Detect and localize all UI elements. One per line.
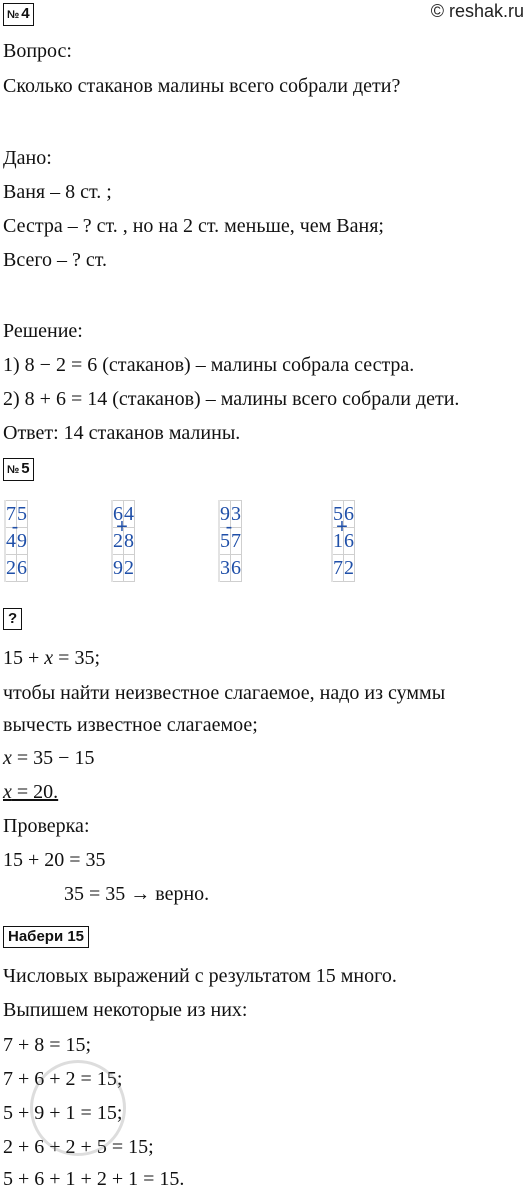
plus-sign: +: [336, 516, 348, 538]
task-15-badge: Набери 15: [3, 926, 89, 948]
equation-1: 15 + x = 35;: [3, 647, 101, 669]
expression: 7 + 6 + 2 = 15;: [3, 1068, 123, 1090]
given-line: Сестра – ? ст. , но на 2 ст. меньше, чем Ваня;: [3, 215, 384, 237]
task-question-badge: ?: [3, 608, 22, 630]
watermark-circle-icon: [30, 1060, 126, 1156]
given-label: Дано:: [3, 147, 52, 169]
equation-3: x = 20.: [3, 781, 59, 803]
solution-step: 2) 8 + 6 = 14 (стаканов) – малины всего собрали дети.: [3, 388, 460, 410]
minus-sign: -: [11, 516, 19, 538]
rule-line-1: чтобы найти неизвестное слагаемое, надо из суммы: [3, 682, 446, 704]
task-4-badge: № 4: [3, 3, 34, 26]
site-watermark: © reshak.ru: [430, 1, 524, 21]
equation-2: x = 35 − 15: [3, 747, 95, 769]
expression: 7 + 8 = 15;: [3, 1034, 92, 1056]
expression: 2 + 6 + 2 + 5 = 15;: [3, 1136, 154, 1158]
expression: 5 + 9 + 1 = 15;: [3, 1102, 123, 1124]
answer-text: Ответ: 14 стаканов малины.: [3, 422, 241, 444]
check-line-2: 35 = 35 → верно.: [64, 883, 210, 905]
expression: 5 + 6 + 1 + 2 + 1 = 15.: [3, 1168, 185, 1190]
minus-sign: -: [225, 516, 233, 538]
given-line: Всего – ? ст.: [3, 249, 108, 271]
plus-sign: +: [116, 516, 128, 538]
check-line-1: 15 + 20 = 35: [3, 849, 106, 871]
intro-line-1: Числовых выражений с результатом 15 много.: [3, 965, 397, 987]
check-label: Проверка:: [3, 815, 90, 837]
question-label: Вопрос:: [3, 40, 72, 62]
intro-line-2: Выпишем некоторые из них:: [3, 999, 248, 1021]
task-5-badge: № 5: [3, 458, 34, 481]
solution-step: 1) 8 − 2 = 6 (стаканов) – малины собрала сестра.: [3, 354, 415, 376]
question-text: Сколько стаканов малины всего собрали дети?: [3, 75, 401, 97]
rule-line-2: вычесть известное слагаемое;: [3, 714, 258, 736]
solution-label: Решение:: [3, 320, 83, 342]
given-line: Ваня – 8 ст. ;: [3, 181, 112, 203]
